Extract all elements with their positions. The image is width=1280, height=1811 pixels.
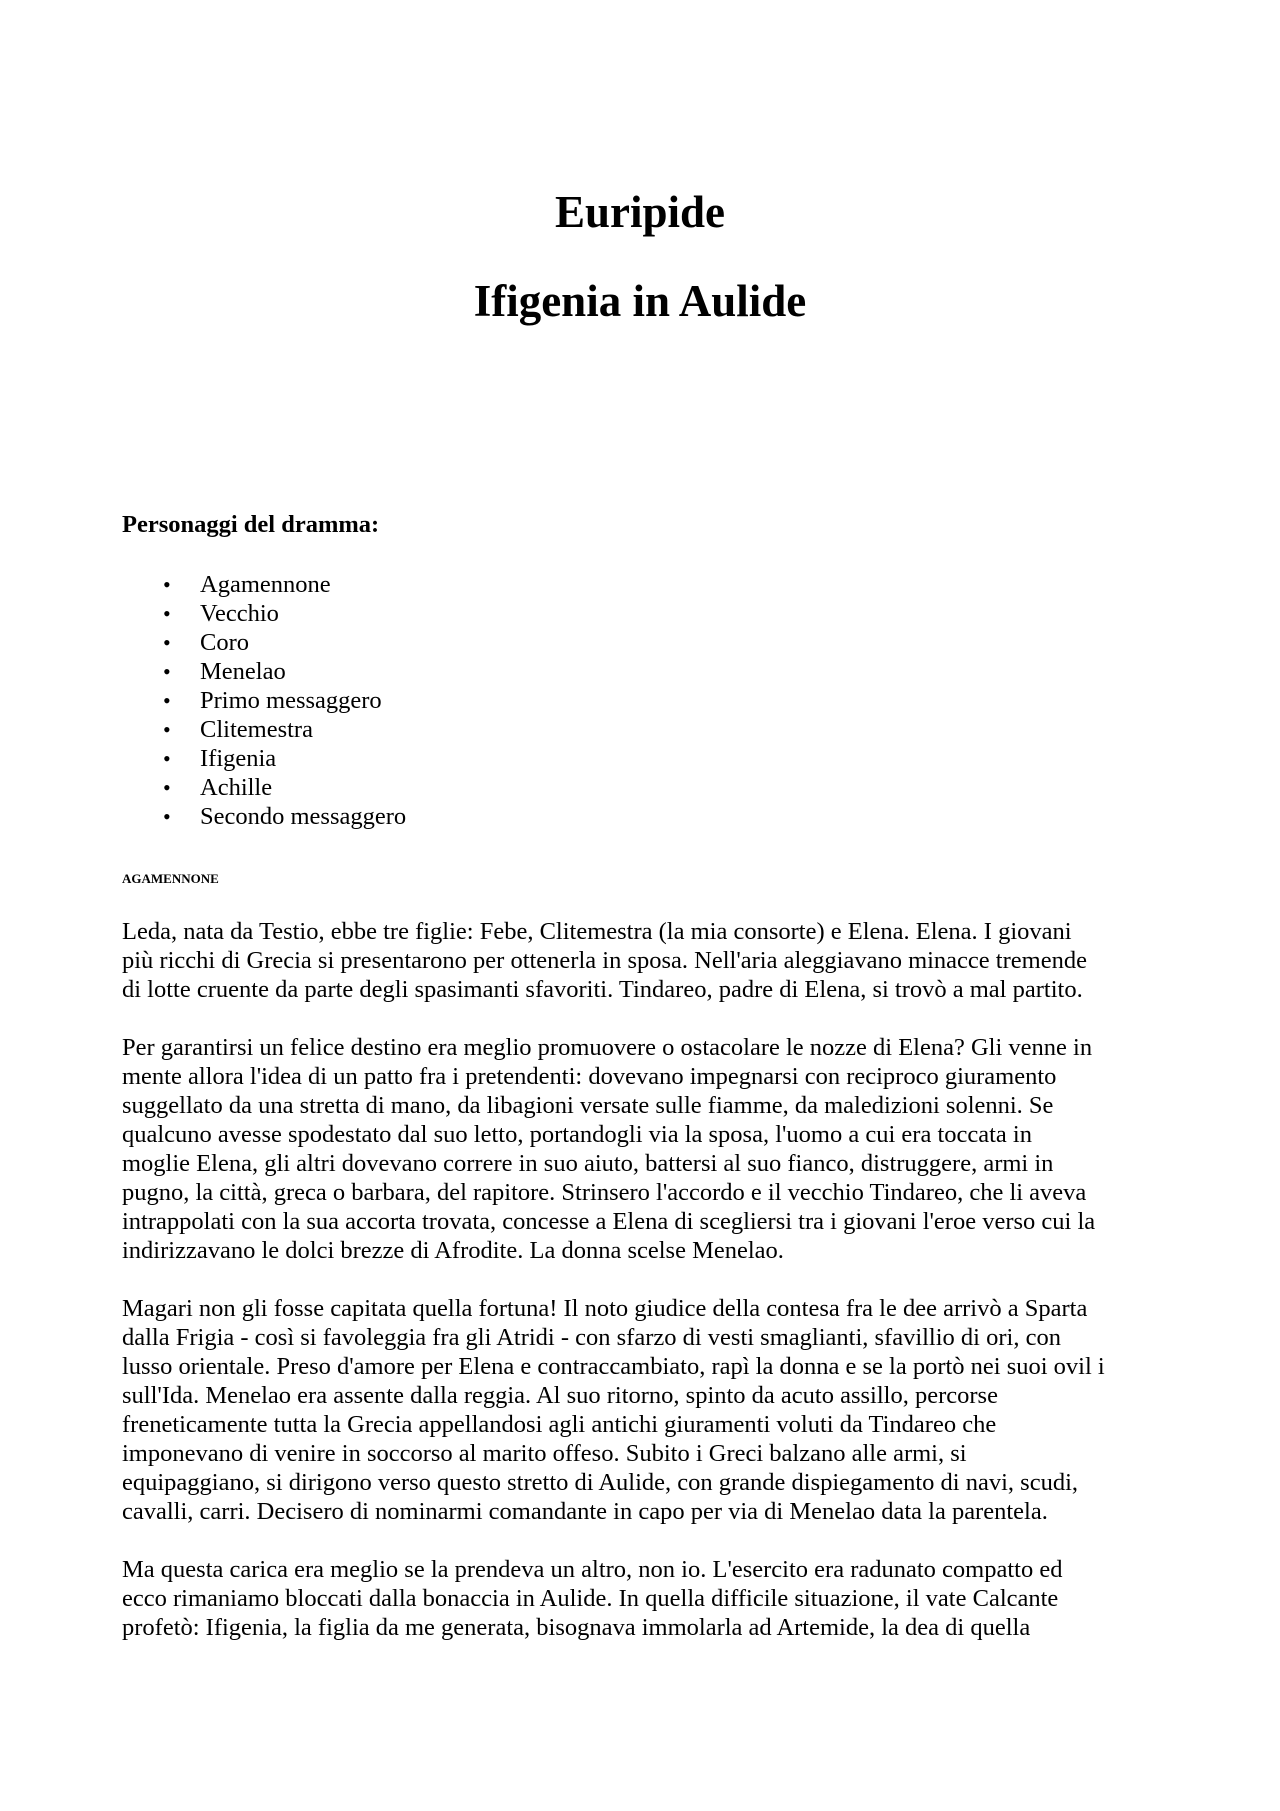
text-line: Ma questa carica era meglio se la prendeva un altro, non io. L'esercito era radunato compatto ed xyxy=(122,1556,1063,1583)
bullet-icon: • xyxy=(163,717,171,742)
cast-list-item xyxy=(0,715,406,744)
text-line: cavalli, carri. Decisero di nominarmi comandante in capo per via di Menelao data la parentela. xyxy=(122,1498,1048,1525)
text-line: equipaggiano, si dirigono verso questo stretto di Aulide, con grande dispiegamento di navi, scudi, xyxy=(122,1469,1079,1496)
text-line: pugno, la città, greca o barbara, del rapitore. Strinsero l'accordo e il vecchio Tindareo, che li aveva xyxy=(122,1179,1087,1206)
text-line: sull'Ida. Menelao era assente dalla reggia. Al suo ritorno, spinto da acuto assillo, percorse xyxy=(122,1382,998,1409)
cast-name: Agamennone xyxy=(200,571,331,598)
cast-name: Clitemestra xyxy=(200,716,313,743)
text-line: lusso orientale. Preso d'amore per Elena e contraccambiato, rapì la donna e se la portò nei suoi ovil i xyxy=(122,1353,1105,1380)
cast-name: Secondo messaggero xyxy=(200,803,407,830)
bullet-icon: • xyxy=(163,572,171,597)
text-line: moglie Elena, gli altri dovevano correre in suo aiuto, battersi al suo fianco, distruggere, armi in xyxy=(122,1150,1054,1177)
text-line: Per garantirsi un felice destino era meglio promuovere o ostacolare le nozze di Elena? Gli venne in xyxy=(122,1034,1093,1061)
cast-list xyxy=(0,570,406,831)
text-line: freneticamente tutta la Grecia appellandosi agli antichi giuramenti voluti da Tindareo che xyxy=(122,1411,997,1438)
text-line: di lotte cruente da parte degli spasimanti sfavoriti. Tindareo, padre di Elena, si trovò a mal partito. xyxy=(122,976,1083,1003)
text-line: imponevano di venire in soccorso al marito offeso. Subito i Greci balzano alle armi, si xyxy=(122,1440,967,1467)
cast-name: Ifigenia xyxy=(200,745,277,772)
text-line: Leda, nata da Testio, ebbe tre figlie: Febe, Clitemestra (la mia consorte) e Elena. Elena. I giovani xyxy=(122,918,1072,945)
bullet-icon: • xyxy=(163,601,171,626)
text-line: Magari non gli fosse capitata quella fortuna! Il noto giudice della contesa fra le dee arrivò a Sparta xyxy=(122,1295,1088,1322)
cast-name: Primo messaggero xyxy=(200,687,382,714)
cast-heading: Personaggi del dramma: xyxy=(122,511,380,538)
cast-list-item xyxy=(0,744,406,773)
cast-list-item xyxy=(0,628,406,657)
text-line: profetò: Ifigenia, la figlia da me generata, bisognava immolarla ad Artemide, la dea di quella xyxy=(122,1614,1031,1641)
text-line: indirizzavano le dolci brezze di Afrodite. La donna scelse Menelao. xyxy=(122,1237,784,1264)
bullet-icon: • xyxy=(163,630,171,655)
text-line: qualcuno avesse spodestato dal suo letto, portandogli via la sposa, l'uomo a cui era toccata in xyxy=(122,1121,1032,1148)
paragraph xyxy=(122,917,1182,1004)
paragraph xyxy=(122,1033,1182,1265)
cast-list-item xyxy=(0,773,406,802)
speaker-label: AGAMENNONE xyxy=(122,871,219,886)
paragraph xyxy=(122,1294,1182,1526)
text-line: intrappolati con la sua accorta trovata, concesse a Elena di scegliersi tra i giovani l'eroe verso cui la xyxy=(122,1208,1096,1235)
play-text xyxy=(122,917,1182,1671)
cast-name: Achille xyxy=(200,774,273,801)
bullet-icon: • xyxy=(163,688,171,713)
text-line: suggellato da una stretta di mano, da libagioni versate sulle fiamme, da maledizioni solenni. Se xyxy=(122,1092,1054,1119)
text-line: mente allora l'idea di un patto fra i pretendenti: dovevano impegnarsi con reciproco giuramento xyxy=(122,1063,1057,1090)
bullet-icon: • xyxy=(163,775,171,800)
text-line: ecco rimaniamo bloccati dalla bonaccia in Aulide. In quella difficile situazione, il vate Calcante xyxy=(122,1585,1059,1612)
cast-list-item xyxy=(0,802,406,831)
cast-list-item xyxy=(0,686,406,715)
bullet-icon: • xyxy=(163,804,171,829)
bullet-icon: • xyxy=(163,746,171,771)
cast-list-item xyxy=(0,657,406,686)
cast-list-item xyxy=(0,570,406,599)
bullet-icon: • xyxy=(163,659,171,684)
play-title: Ifigenia in Aulide xyxy=(473,276,807,327)
paragraph xyxy=(122,1555,1182,1642)
cast-name: Vecchio xyxy=(200,600,279,627)
author-heading: Euripide xyxy=(554,187,726,238)
cast-name: Menelao xyxy=(200,658,286,685)
cast-name: Coro xyxy=(200,629,249,656)
text-line: dalla Frigia - così si favoleggia fra gli Atridi - con sfarzo di vesti smaglianti, sfavillio di ori, con xyxy=(122,1324,1061,1351)
text-line: più ricchi di Grecia si presentarono per ottenerla in sposa. Nell'aria aleggiavano minacce tremende xyxy=(122,947,1087,974)
cast-list-item xyxy=(0,599,406,628)
